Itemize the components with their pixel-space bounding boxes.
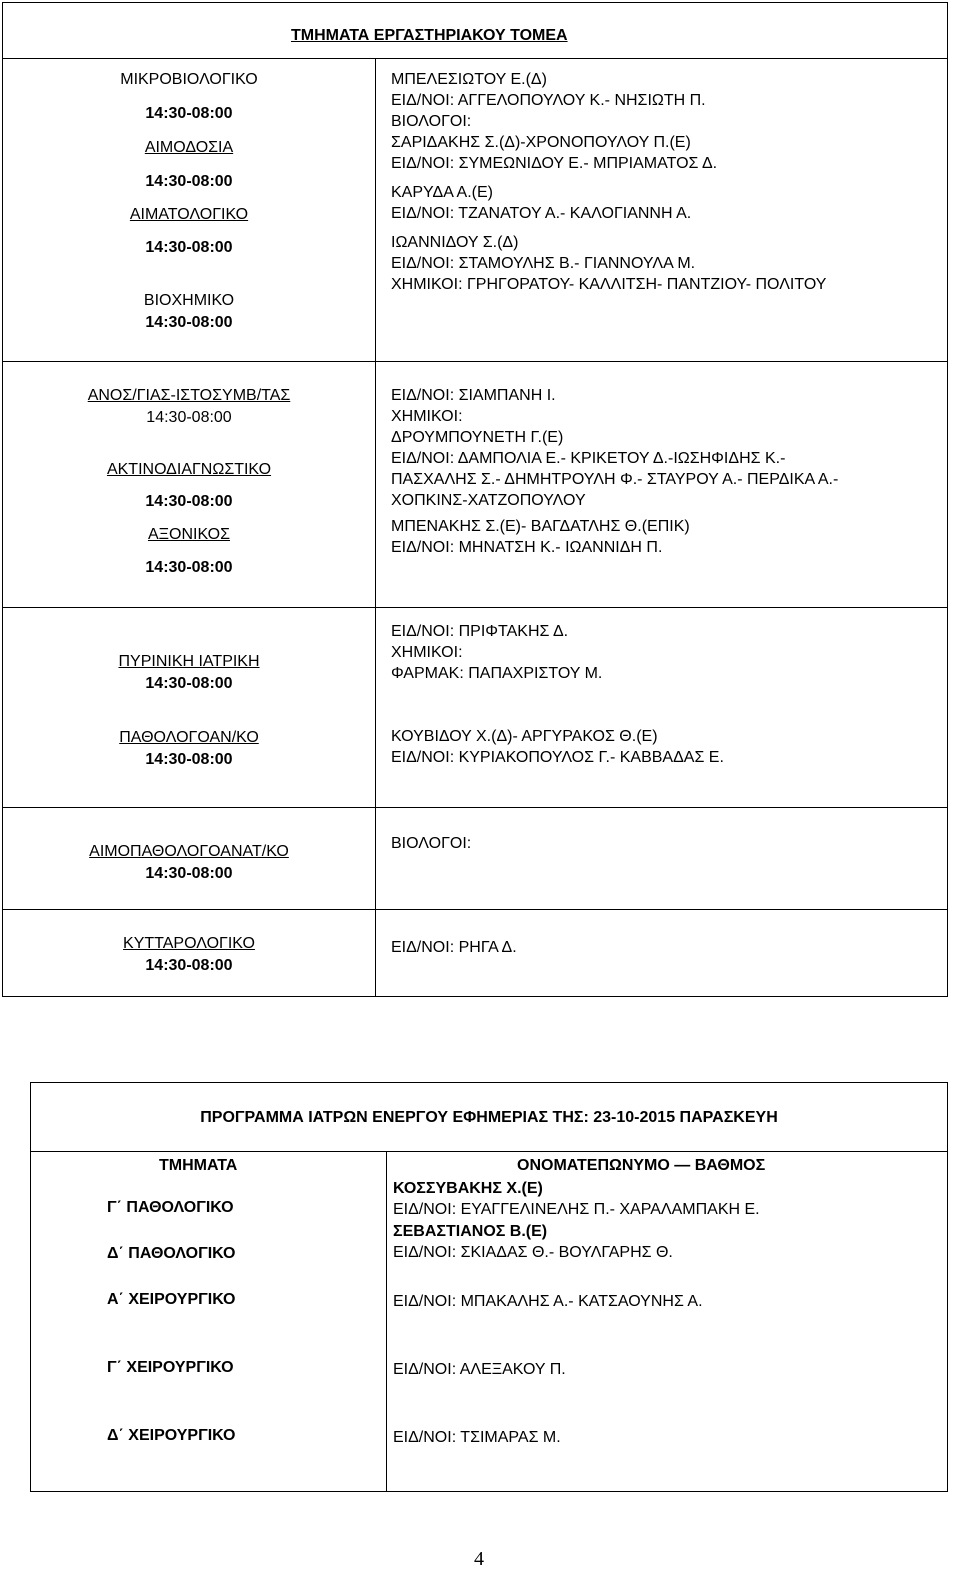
dept-name: ΒΙΟΧΗΜΙΚΟ xyxy=(143,292,235,309)
dept-hours: 14:30-08:00 xyxy=(145,865,233,882)
staff-line: ΙΩΑΝΝΙΔΟΥ Σ.(Δ) xyxy=(391,234,519,251)
col-header-departments: ΤΜΗΜΑΤΑ xyxy=(159,1157,238,1174)
dept-hours: 14:30-08:00 xyxy=(145,957,233,974)
dept-hours: 14:30-08:00 xyxy=(145,105,233,122)
row-divider xyxy=(3,807,947,808)
name-line: ΕΙΔ/ΝΟΙ: ΣΚΙΑΔΑΣ Θ.- ΒΟΥΛΓΑΡΗΣ Θ. xyxy=(393,1244,673,1261)
staff-line: ΕΙΔ/ΝΟΙ: ΡΗΓΑ Δ. xyxy=(391,939,517,956)
dept-hours: 14:30-08:00 xyxy=(145,675,233,692)
on-call-table xyxy=(30,1082,948,1492)
staff-line: ΧΗΜΙΚΟΙ: xyxy=(391,644,463,661)
lab-departments-table xyxy=(2,2,948,997)
name-cell xyxy=(393,1427,561,1448)
dept-name: ΚΥΤΤΑΡΟΛΟΓΙΚΟ xyxy=(123,935,255,952)
staff-line: ΧΟΠΚΙΝΣ-ΧΑΤΖΟΠΟΥΛΟΥ xyxy=(391,492,586,509)
name-cell xyxy=(393,1178,760,1220)
row-divider xyxy=(3,909,947,910)
row-divider xyxy=(3,361,947,362)
dept-cell: Δ΄ ΠΑΘΟΛΟΓΙΚΟ xyxy=(107,1245,236,1262)
name-line: ΕΙΔ/ΝΟΙ: ΤΣΙΜΑΡΑΣ Μ. xyxy=(393,1429,561,1446)
col-header-name-rank: ΟΝΟΜΑΤΕΠΩΝΥΜΟ — ΒΑΘΜΟΣ xyxy=(517,1157,766,1174)
staff-line: ΜΠΕΛΕΣΙΩΤΟΥ Ε.(Δ) xyxy=(391,71,547,88)
staff-line: ΔΡΟΥΜΠΟΥΝΕΤΗ Γ.(Ε) xyxy=(391,429,564,446)
dept-cell: Γ΄ ΧΕΙΡΟΥΡΓΙΚΟ xyxy=(107,1359,234,1376)
dept-hours: 14:30-08:00 xyxy=(145,493,233,510)
staff-line: ΕΙΔ/ΝΟΙ: ΣΤΑΜΟΥΛΗΣ Β.- ΓΙΑΝΝΟΥΛΑ Μ. xyxy=(391,255,696,272)
dept-hours: 14:30-08:00 xyxy=(145,559,233,576)
staff-line: ΚΟΥΒΙΔΟΥ Χ.(Δ)- ΑΡΓΥΡΑΚΟΣ Θ.(Ε) xyxy=(391,728,658,745)
dept-hours: 14:30-08:00 xyxy=(146,409,232,426)
table-title: ΤΜΗΜΑΤΑ ΕΡΓΑΣΤΗΡΙΑΚΟΥ ΤΟΜΕΑ xyxy=(291,27,568,44)
name-cell xyxy=(393,1359,566,1380)
dept-cell: Α΄ ΧΕΙΡΟΥΡΓΙΚΟ xyxy=(107,1291,236,1308)
staff-line: ΕΙΔ/ΝΟΙ: ΠΡΙΦΤΑΚΗΣ Δ. xyxy=(391,623,569,640)
name-cell xyxy=(393,1221,673,1263)
staff-line: ΣΑΡΙΔΑΚΗΣ Σ.(Δ)-ΧΡΟΝΟΠΟΥΛΟΥ Π.(Ε) xyxy=(391,134,691,151)
staff-line: ΧΗΜΙΚΟΙ: ΓΡΗΓΟΡΑΤΟΥ- ΚΑΛΛΙΤΣΗ- ΠΑΝΤΖΙΟΥ- ΠΟΛΙΤΟΥ xyxy=(391,276,827,293)
name-line: ΣΕΒΑΣΤΙΑΝΟΣ Β.(Ε) xyxy=(393,1223,548,1240)
staff-line: ΦΑΡΜΑΚ: ΠΑΠΑΧΡΙΣΤΟΥ Μ. xyxy=(391,665,603,682)
section5-right xyxy=(391,937,941,958)
name-line: ΕΙΔ/ΝΟΙ: ΕΥΑΓΓΕΛΙΝΕΛΗΣ Π.- ΧΑΡΑΛΑΜΠΑΚΗ Ε. xyxy=(393,1201,760,1218)
staff-line: ΒΙΟΛΟΓΟΙ: xyxy=(391,113,472,130)
section1-right xyxy=(391,69,941,295)
dept-cell: Δ΄ ΧΕΙΡΟΥΡΓΙΚΟ xyxy=(107,1427,236,1444)
row-divider xyxy=(31,1151,947,1152)
name-line: ΚΟΣΣΥΒΑΚΗΣ Χ.(Ε) xyxy=(393,1180,543,1197)
section4-right xyxy=(391,833,941,854)
dept-name: ΠΥΡΙΝΙΚΗ ΙΑΤΡΙΚΗ xyxy=(118,653,260,670)
name-cell xyxy=(393,1291,703,1312)
staff-line: ΜΠΕΝΑΚΗΣ Σ.(Ε)- ΒΑΓΔΑΤΛΗΣ Θ.(ΕΠΙΚ) xyxy=(391,518,690,535)
section2-right xyxy=(391,385,941,558)
staff-line: ΕΙΔ/ΝΟΙ: ΤΖΑΝΑΤΟΥ Α.- ΚΑΛΟΓΙΑΝΝΗ Α. xyxy=(391,205,692,222)
page-number: 4 xyxy=(474,1548,484,1570)
dept-name: ΑΙΜΟΠΑΘΟΛΟΓΟΑΝΑΤ/ΚΟ xyxy=(89,843,289,860)
column-divider xyxy=(375,59,376,996)
dept-hours: 14:30-08:00 xyxy=(145,751,233,768)
staff-line: ΒΙΟΛΟΓΟΙ: xyxy=(391,835,472,852)
section3-right xyxy=(391,621,941,768)
on-call-title: ΠΡΟΓΡΑΜΜΑ ΙΑΤΡΩΝ ΕΝΕΡΓΟΥ ΕΦΗΜΕΡΙΑΣ ΤΗΣ: 23-10-2015 ΠΑΡΑΣΚΕΥΗ xyxy=(200,1109,778,1126)
column-divider xyxy=(386,1151,387,1491)
dept-name: ΑΚΤΙΝΟΔΙΑΓΝΩΣΤΙΚΟ xyxy=(106,461,272,478)
dept-name: ΜΙΚΡΟΒΙΟΛΟΓΙΚΟ xyxy=(120,71,258,88)
staff-line: ΕΙΔ/ΝΟΙ: ΜΗΝΑΤΣΗ Κ.- ΙΩΑΝΝΙΔΗ Π. xyxy=(391,539,663,556)
table-header xyxy=(3,3,947,59)
row-divider xyxy=(3,607,947,608)
staff-line: ΧΗΜΙΚΟΙ: xyxy=(391,408,463,425)
name-line: ΕΙΔ/ΝΟΙ: ΜΠΑΚΑΛΗΣ Α.- ΚΑΤΣΑΟΥΝΗΣ Α. xyxy=(393,1293,703,1310)
staff-line: ΕΙΔ/ΝΟΙ: ΑΓΓΕΛΟΠΟΥΛΟΥ Κ.- ΝΗΣΙΩΤΗ Π. xyxy=(391,92,706,109)
staff-line: ΕΙΔ/ΝΟΙ: ΔΑΜΠΟΛΙΑ Ε.- ΚΡΙΚΕΤΟΥ Δ.-ΙΩΣΗΦΙΔΗΣ Κ.- xyxy=(391,450,786,467)
staff-line: ΚΑΡΥΔΑ Α.(Ε) xyxy=(391,184,493,201)
dept-hours: 14:30-08:00 xyxy=(145,314,233,331)
dept-hours: 14:30-08:00 xyxy=(145,239,233,256)
name-line: ΕΙΔ/ΝΟΙ: ΑΛΕΞΑΚΟΥ Π. xyxy=(393,1361,566,1378)
dept-name: ΑΝΟΣ/ΓΙΑΣ-ΙΣΤΟΣΥΜΒ/ΤΑΣ xyxy=(87,387,291,404)
dept-name: ΑΞΟΝΙΚΟΣ xyxy=(147,526,231,543)
dept-name: ΑΙΜΑΤΟΛΟΓΙΚΟ xyxy=(129,206,249,223)
dept-cell: Γ΄ ΠΑΘΟΛΟΓΙΚΟ xyxy=(107,1199,234,1216)
staff-line: ΕΙΔ/ΝΟΙ: ΣΙΑΜΠΑΝΗ Ι. xyxy=(391,387,556,404)
staff-line: ΕΙΔ/ΝΟΙ: ΚΥΡΙΑΚΟΠΟΥΛΟΣ Γ.- ΚΑΒΒΑΔΑΣ Ε. xyxy=(391,749,724,766)
dept-name: ΑΙΜΟΔΟΣΙΑ xyxy=(144,139,234,156)
staff-line: ΕΙΔ/ΝΟΙ: ΣΥΜΕΩΝΙΔΟΥ Ε.- ΜΠΡΙΑΜΑΤΟΣ Δ. xyxy=(391,155,718,172)
dept-hours: 14:30-08:00 xyxy=(145,173,233,190)
staff-line: ΠΑΣΧΑΛΗΣ Σ.- ΔΗΜΗΤΡΟΥΛΗ Φ.- ΣΤΑΥΡΟΥ Α.- ΠΕΡΔΙΚΑ Α.- xyxy=(391,471,839,488)
dept-name: ΠΑΘΟΛΟΓΟΑΝ/ΚΟ xyxy=(119,729,259,746)
